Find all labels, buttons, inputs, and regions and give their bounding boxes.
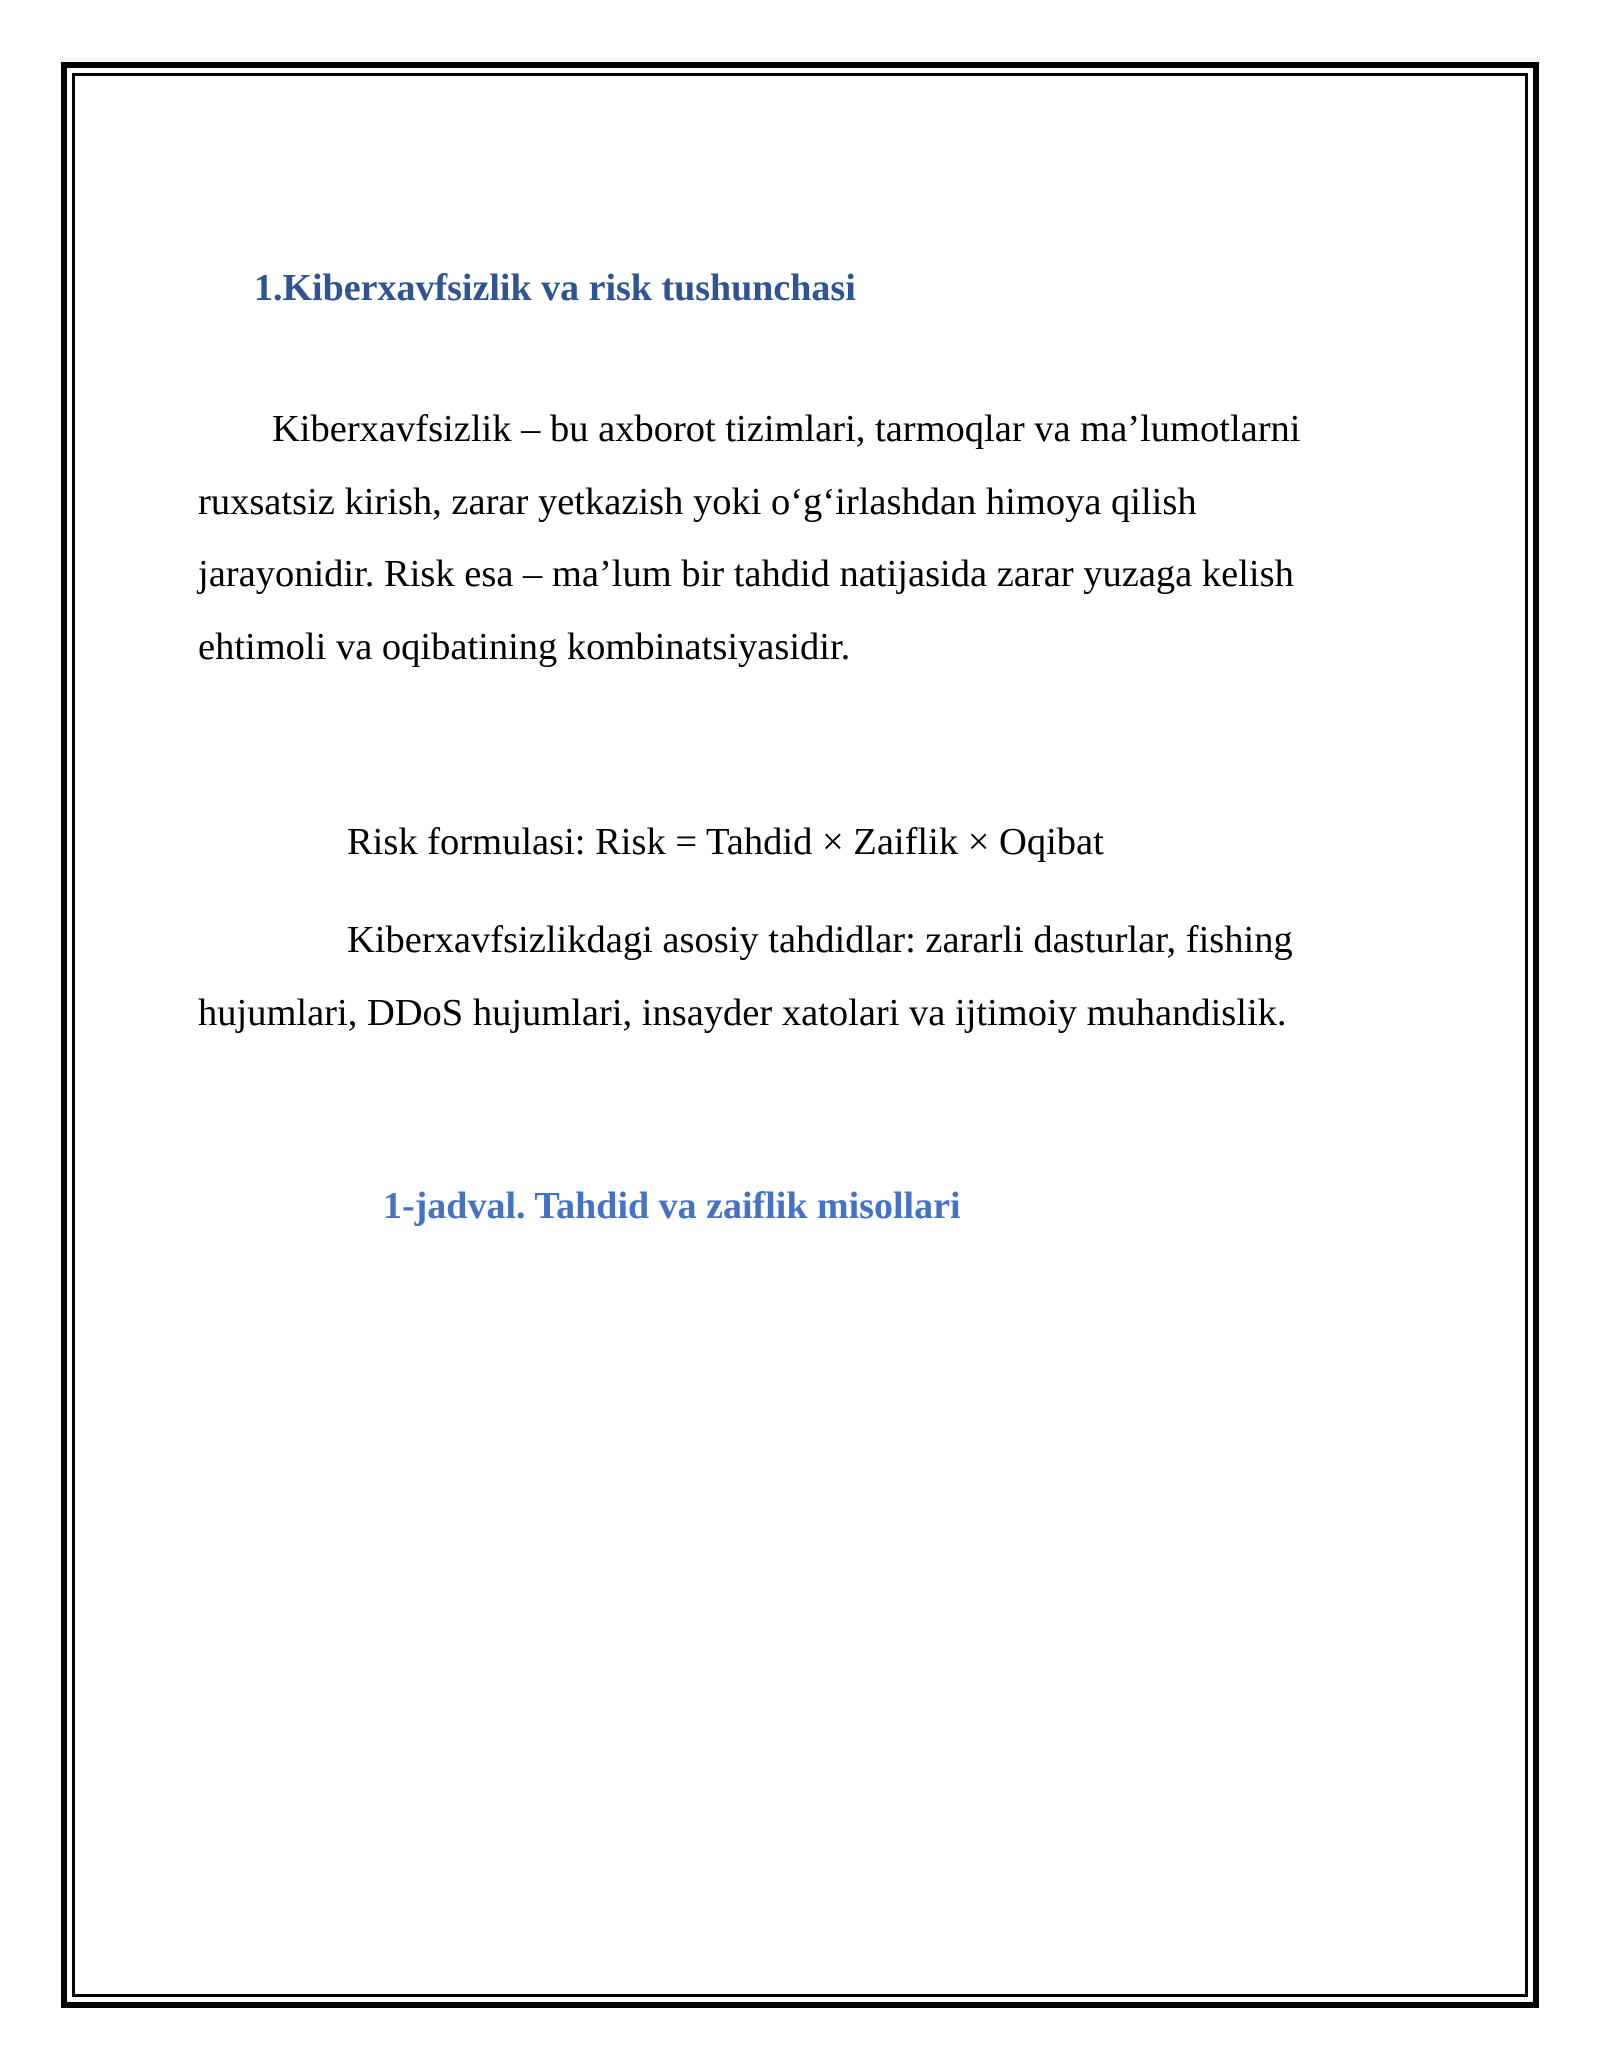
paragraph-line: jarayonidir. Risk esa – ma’lum bir tahdid natijasida zarar yuzaga kelish [198, 553, 1294, 595]
paragraph-line: hujumlari, DDoS hujumlari, insayder xatolari va ijtimoiy muhandislik. [198, 991, 1287, 1034]
risk-formula-paragraph [198, 806, 1398, 879]
paragraph-line: Risk formulasi: Risk = Tahdid × Zaiflik × Oqibat [347, 821, 1104, 863]
section-heading: 1.Kiberxavfsizlik va risk tushunchasi [254, 267, 856, 309]
paragraph-line: ehtimoli va oqibatining kombinatsiyasidir. [198, 625, 851, 668]
paragraph-line: Kiberxavfsizlik – bu axborot tizimlari, tarmoqlar va ma’lumotlarni [272, 408, 1301, 450]
threats-paragraph [198, 904, 1398, 1049]
paragraph-line: ruxsatsiz kirish, zarar yetkazish yoki o‘g‘irlashdan himoya qilish [198, 480, 1197, 523]
paragraph-line: Kiberxavfsizlikdagi asosiy tahdidlar: zararli dasturlar, fishing [347, 919, 1293, 961]
table-caption: 1-jadval. Tahdid va zaiflik misollari [383, 1185, 961, 1227]
definition-paragraph [198, 393, 1398, 683]
